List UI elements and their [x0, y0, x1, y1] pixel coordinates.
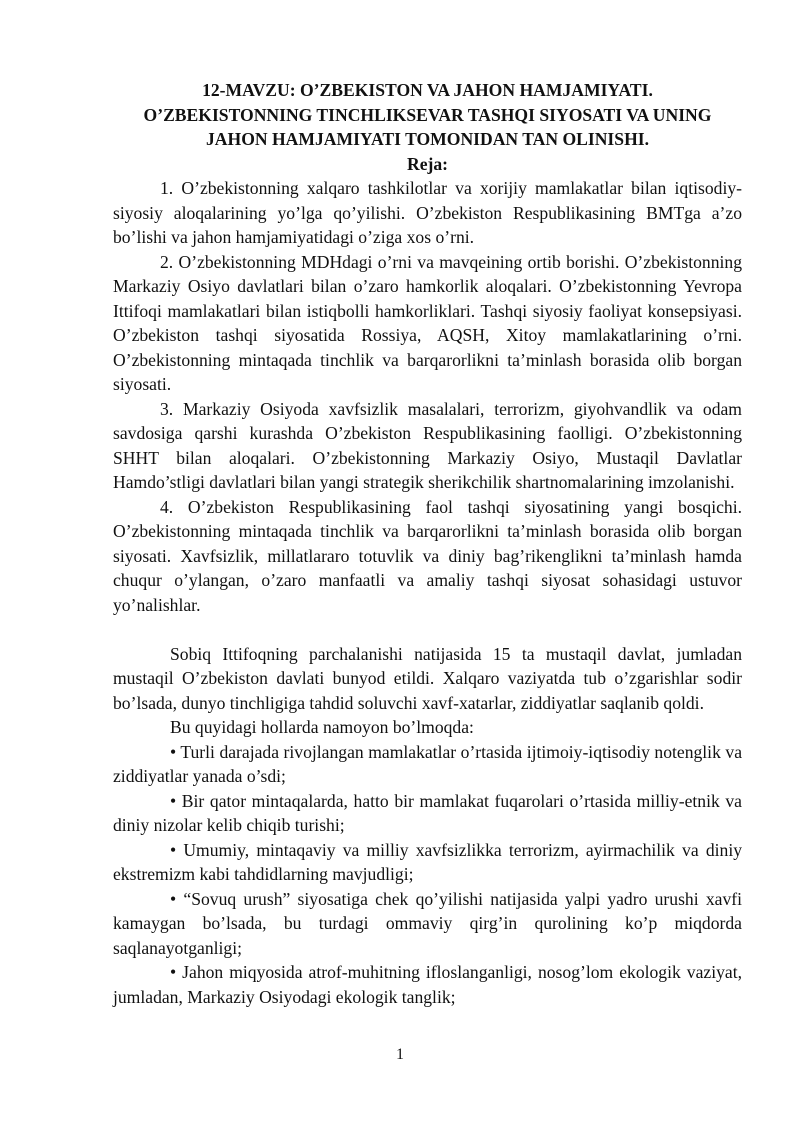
bullet-item-3: • Umumiy, mintaqaviy va milliy xavfsizlikka terrorizm, ayirmachilik va diniy ekstremizm kabi tahdidlarning mavjudligi;: [113, 839, 742, 884]
bullet-item-1: • Turli darajada rivojlangan mamlakatlar o’rtasida ijtimoiy-iqtisodiy notenglik va ziddiyatlar yanada o’sdi;: [113, 741, 742, 786]
section-gap: [113, 617, 742, 642]
lead-paragraph: Bu quyidagi hollarda namoyon bo’lmoqda:: [170, 717, 474, 737]
page-number: 1: [396, 1046, 404, 1063]
plan-item-3: 3. Markaziy Osiyoda xavfsizlik masalalari, terrorizm, giyohvandlik va odam savdosiga qarshi kurashda O’zbekiston Respublikasining faolligi. O’zbekistonning SHHT bilan aloqalari. O’zbekistonning Markaziy Osiyo, Mustaqil Davlatlar Hamdo’stligi davlatlari bilan yangi strategik sherikchilik shartnomalarining imzolanishi.: [113, 398, 742, 492]
bullet-item-5: • Jahon miqyosida atrof-muhitning ifloslanganligi, nosog’lom ekologik vaziyat, jumladan, Markaziy Osiyodagi ekologik tanglik;: [113, 962, 742, 1007]
page-title: [113, 78, 742, 152]
title-line-2: O’ZBEKISTONNING TINCHLIKSEVAR TASHQI SIYOSATI VA UNING: [143, 104, 712, 125]
plan-item-2: 2. O’zbekistonning MDHdagi o’rni va mavqeining ortib borishi. O’zbekistonning Markaziy Osiyo davlatlari bilan o’zaro hamkorlik aloqalari. O’zbekistonning Yevropa Ittifoqi mamlakatlari bilan istiqbolli hamkorliklari. Tashqi siyosiy faoliyat konsepsiyasi. O’zbekiston tashqi siyosatida Rossiya, AQSH, Xitoy mamlakatlarining o’rni. O’zbekistonning mintaqada tinchlik va barqarorlikni ta’minlash borasida olib borgan siyosati.: [113, 251, 742, 394]
bullet-item-2: • Bir qator mintaqalarda, hatto bir mamlakat fuqarolari o’rtasida milliy-etnik va diniy nizolar kelib chiqib turishi;: [113, 790, 742, 835]
title-line-3: JAHON HAMJAMIYATI TOMONIDAN TAN OLINISHI.: [206, 129, 649, 149]
title-line-1: 12-MAVZU: O’ZBEKISTON VA JAHON HAMJAMIYATI.: [202, 80, 653, 100]
plan-item-1: 1. O’zbekistonning xalqaro tashkilotlar va xorijiy mamlakatlar bilan iqtisodiy-siyosiy aloqalarining yo’lga qo’yilishi. O’zbekiston Respublikasining BMTga a’zo bo’lishi va jahon hamjamiyatidagi o’ziga xos o’rni.: [113, 178, 742, 247]
bullet-item-4: • “Sovuq urush” siyosatiga chek qo’yilishi natijasida yalpi yadro urushi xavfi kamaygan bo’lsada, bu turdagi ommaviy qirg’in qurolining ko’p miqdorda saqlanayotganligi;: [113, 888, 742, 958]
document-page: [113, 78, 742, 1009]
plan-item-4: 4. O’zbekiston Respublikasining faol tashqi siyosatining yangi bosqichi. O’zbekistonning mintaqada tinchlik va barqarorlikni ta’minlash borasida olib borgan siyosati. Xavfsizlik, millatlararo totuvlik va diniy bag’rikenglikni ta’minlash hamda chuqur o’ylangan, o’zaro manfaatli va amaliy tashqi siyosat sohasidagi ustuvor yo’nalishlar.: [113, 496, 742, 615]
plan-heading: Reja:: [406, 153, 449, 174]
intro-paragraph: Sobiq Ittifoqning parchalanishi natijasida 15 ta mustaqil davlat, jumladan mustaqil O’zbekiston davlati bunyod etildi. Xalqaro vaziyatda tub o’zgarishlar sodir bo’lsada, dunyo tinchligiga tahdid soluvchi xavf-xatarlar, ziddiyatlar saqlanib qoldi.: [113, 643, 742, 713]
